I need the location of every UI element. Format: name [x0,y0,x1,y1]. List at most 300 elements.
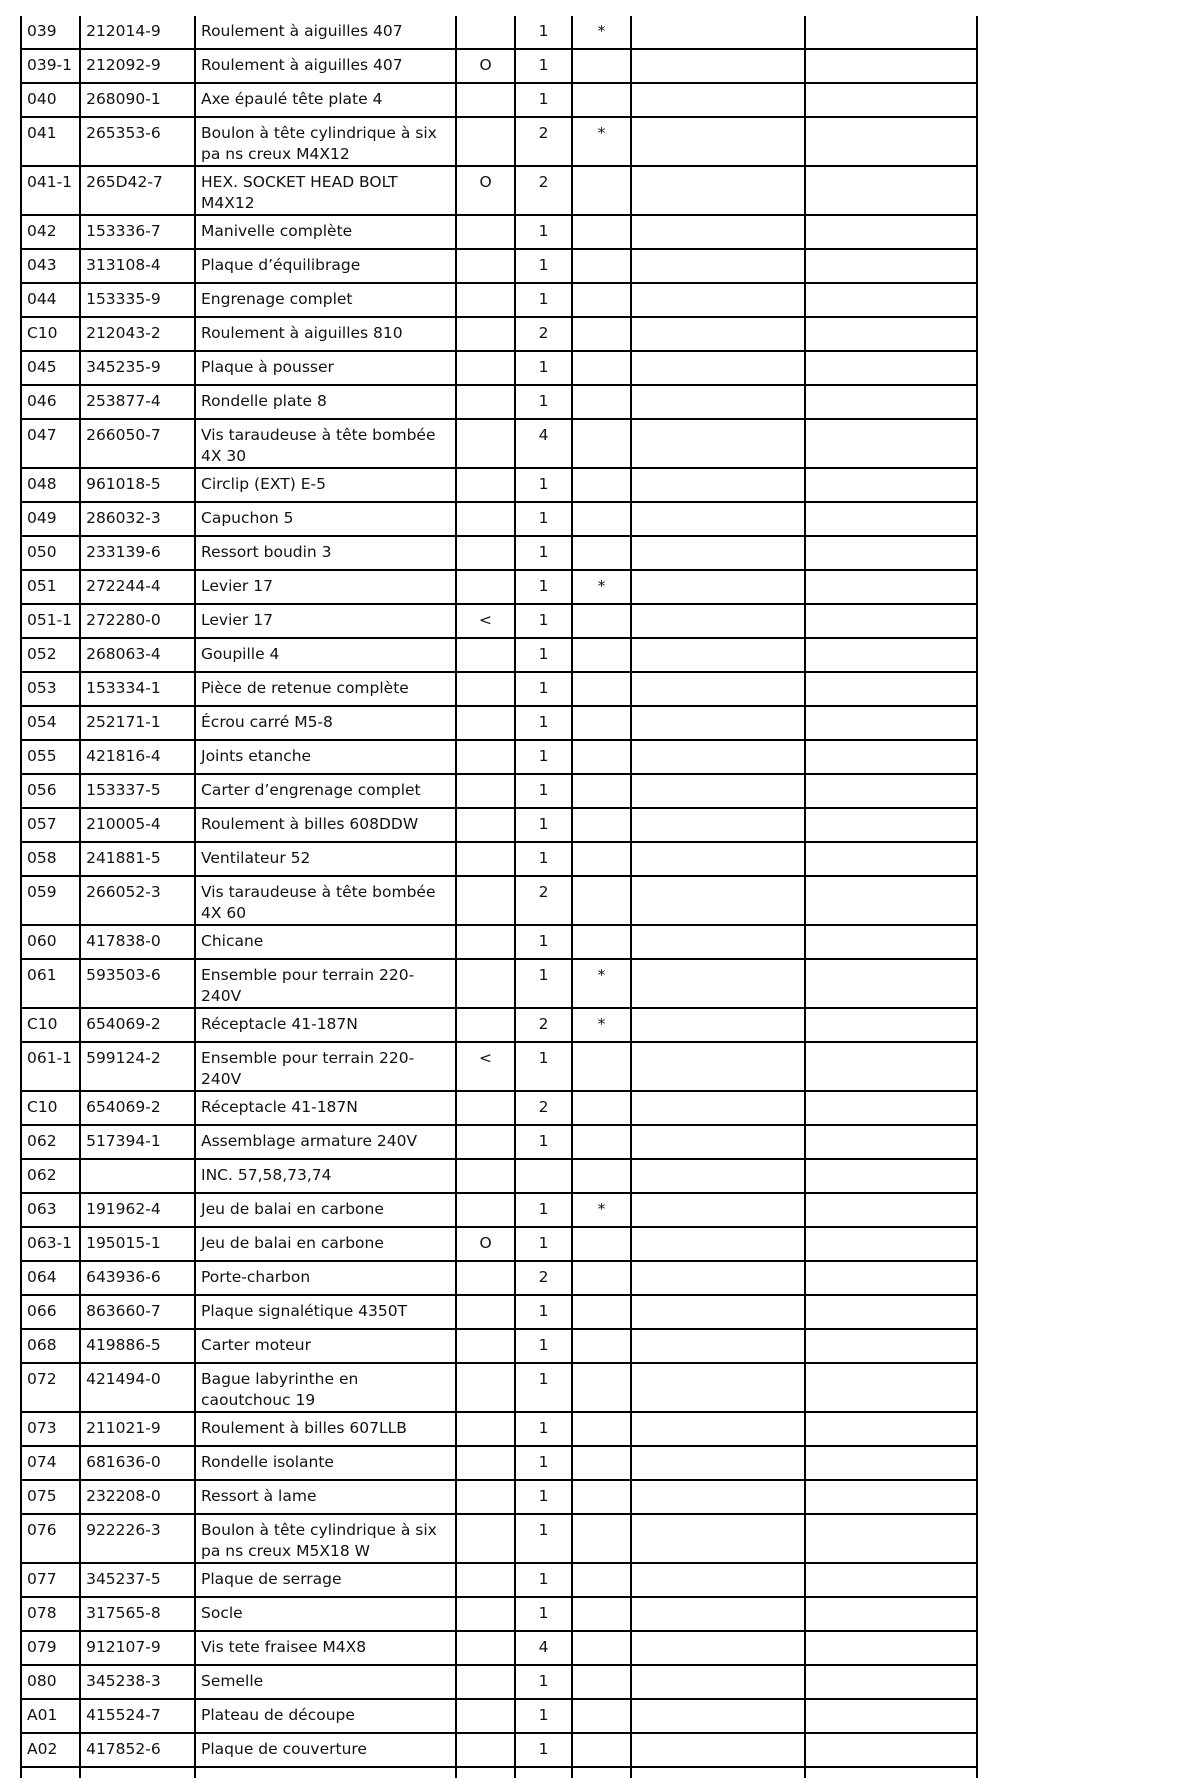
description-cell: Manivelle complète [195,215,456,249]
remarks-cell [805,1563,977,1597]
table-row [21,1363,977,1412]
description-cell: Boulon à tête cylindrique à six pa ns creux M4X12 [195,117,456,166]
remarks-cell [805,842,977,876]
quantity-cell: 1 [515,1329,572,1363]
table-row [21,419,977,468]
quantity-cell: 1 [515,1733,572,1767]
notes-cell [631,1631,805,1665]
remarks-cell [805,1733,977,1767]
notes-cell [631,808,805,842]
asterisk-marker-cell: * [572,959,631,1008]
part-number-cell: 052 [21,638,80,672]
part-number-cell: 075 [21,1480,80,1514]
description-cell: Ensemble pour terrain 220-240V [195,959,456,1008]
option-marker-cell [456,502,515,536]
quantity-cell: 1 [515,570,572,604]
remarks-cell [805,1193,977,1227]
notes-cell [631,570,805,604]
reference-code-cell: 265D42-7 [80,166,195,215]
quantity-cell: 1 [515,808,572,842]
remarks-cell [805,570,977,604]
option-marker-cell [456,1699,515,1733]
asterisk-marker-cell [572,1227,631,1261]
option-marker-cell [456,774,515,808]
asterisk-marker-cell [572,83,631,117]
quantity-cell: 4 [515,1631,572,1665]
notes-cell [631,1514,805,1563]
quantity-cell: 1 [515,706,572,740]
reference-code-cell: 212043-2 [80,317,195,351]
part-number-cell: C10 [21,1008,80,1042]
remarks-cell [805,283,977,317]
notes-cell [631,16,805,49]
reference-code-cell: 681636-0 [80,1446,195,1480]
option-marker-cell [456,1514,515,1563]
remarks-cell [805,166,977,215]
part-number-cell: 076 [21,1514,80,1563]
table-row [21,468,977,502]
reference-code-cell: 253877-4 [80,385,195,419]
remarks-cell [805,536,977,570]
notes-cell [631,876,805,925]
remarks-cell [805,1514,977,1563]
reference-code-cell: 643936-6 [80,1261,195,1295]
asterisk-marker-cell [572,1261,631,1295]
part-number-cell: 040 [21,83,80,117]
table-row [21,1227,977,1261]
asterisk-marker-cell [572,215,631,249]
table-row [21,672,977,706]
table-row [21,570,977,604]
table-row [21,876,977,925]
asterisk-marker-cell [572,808,631,842]
description-cell: Ressort boudin 3 [195,536,456,570]
asterisk-marker-cell [572,1363,631,1412]
remarks-cell [805,706,977,740]
description-cell: Écrou carré M5-8 [195,706,456,740]
remarks-cell [805,638,977,672]
remarks-cell [805,876,977,925]
quantity-cell: 1 [515,283,572,317]
quantity-cell: 1 [515,842,572,876]
asterisk-marker-cell [572,706,631,740]
remarks-cell [805,117,977,166]
description-cell: Ensemble pour terrain 220-240V [195,1042,456,1091]
remarks-cell [805,502,977,536]
remarks-cell [805,808,977,842]
asterisk-marker-cell: * [572,117,631,166]
option-marker-cell [456,925,515,959]
part-number-cell: 062 [21,1125,80,1159]
quantity-cell: 1 [515,604,572,638]
asterisk-marker-cell [572,638,631,672]
notes-cell [631,351,805,385]
asterisk-marker-cell [572,1412,631,1446]
asterisk-marker-cell [572,49,631,83]
notes-cell [631,1042,805,1091]
option-marker-cell [456,419,515,468]
table-row [21,1514,977,1563]
asterisk-marker-cell [572,1480,631,1514]
table-row [21,351,977,385]
option-marker-cell [456,842,515,876]
reference-code-cell: 417852-6 [80,1733,195,1767]
empty-cell [21,1767,80,1778]
option-marker-cell [456,672,515,706]
option-marker-cell: O [456,1227,515,1261]
part-number-cell: 072 [21,1363,80,1412]
description-cell: Roulement à billes 607LLB [195,1412,456,1446]
option-marker-cell [456,1733,515,1767]
table-row [21,385,977,419]
part-number-cell: 062 [21,1159,80,1193]
quantity-cell: 1 [515,1480,572,1514]
quantity-cell: 1 [515,351,572,385]
reference-code-cell: 415524-7 [80,1699,195,1733]
part-number-cell: 080 [21,1665,80,1699]
asterisk-marker-cell [572,1665,631,1699]
description-cell: Jeu de balai en carbone [195,1227,456,1261]
quantity-cell: 1 [515,1363,572,1412]
reference-code-cell: 272244-4 [80,570,195,604]
asterisk-marker-cell [572,385,631,419]
notes-cell [631,1193,805,1227]
asterisk-marker-cell [572,604,631,638]
description-cell: Semelle [195,1665,456,1699]
remarks-cell [805,740,977,774]
part-number-cell: 061-1 [21,1042,80,1091]
remarks-cell [805,774,977,808]
part-number-cell: 079 [21,1631,80,1665]
notes-cell [631,1412,805,1446]
description-cell: Jeu de balai en carbone [195,1193,456,1227]
asterisk-marker-cell [572,1631,631,1665]
reference-code-cell: 153336-7 [80,215,195,249]
reference-code-cell: 345237-5 [80,1563,195,1597]
description-cell: Levier 17 [195,570,456,604]
reference-code-cell: 345238-3 [80,1665,195,1699]
quantity-cell: 2 [515,117,572,166]
description-cell: Carter moteur [195,1329,456,1363]
table-row [21,1159,977,1193]
notes-cell [631,1665,805,1699]
quantity-cell: 1 [515,16,572,49]
remarks-cell [805,1159,977,1193]
notes-cell [631,1480,805,1514]
asterisk-marker-cell [572,166,631,215]
empty-cell [805,1767,977,1778]
asterisk-marker-cell [572,1563,631,1597]
quantity-cell: 1 [515,1042,572,1091]
asterisk-marker-cell [572,249,631,283]
reference-code-cell: 419886-5 [80,1329,195,1363]
part-number-cell: 047 [21,419,80,468]
option-marker-cell [456,536,515,570]
table-row [21,1412,977,1446]
part-number-cell: 039 [21,16,80,49]
part-number-cell: 057 [21,808,80,842]
reference-code-cell: 212014-9 [80,16,195,49]
option-marker-cell [456,1193,515,1227]
notes-cell [631,1261,805,1295]
notes-cell [631,117,805,166]
table-row [21,16,977,49]
description-cell: Plaque de serrage [195,1563,456,1597]
option-marker-cell: < [456,604,515,638]
table-row [21,1261,977,1295]
description-cell: Réceptacle 41-187N [195,1008,456,1042]
part-number-cell: 043 [21,249,80,283]
reference-code-cell: 593503-6 [80,959,195,1008]
asterisk-marker-cell [572,842,631,876]
reference-code-cell: 233139-6 [80,536,195,570]
table-row [21,117,977,166]
table-row [21,283,977,317]
part-number-cell: 063-1 [21,1227,80,1261]
part-number-cell: 041-1 [21,166,80,215]
asterisk-marker-cell [572,1125,631,1159]
table-row [21,1733,977,1767]
notes-cell [631,419,805,468]
remarks-cell [805,1261,977,1295]
asterisk-marker-cell [572,925,631,959]
part-number-cell: 053 [21,672,80,706]
remarks-cell [805,1329,977,1363]
description-cell: Vis taraudeuse à tête bombée 4X 30 [195,419,456,468]
description-cell: Engrenage complet [195,283,456,317]
quantity-cell: 4 [515,419,572,468]
option-marker-cell [456,215,515,249]
quantity-cell: 1 [515,959,572,1008]
parts-list-body [21,16,977,1778]
part-number-cell: 041 [21,117,80,166]
notes-cell [631,1733,805,1767]
asterisk-marker-cell [572,1042,631,1091]
part-number-cell: C10 [21,317,80,351]
option-marker-cell [456,16,515,49]
remarks-cell [805,1631,977,1665]
option-marker-cell [456,1446,515,1480]
table-row [21,215,977,249]
description-cell: INC. 57,58,73,74 [195,1159,456,1193]
quantity-cell: 2 [515,317,572,351]
part-number-cell: 073 [21,1412,80,1446]
table-row [21,536,977,570]
description-cell: Plaque d’équilibrage [195,249,456,283]
quantity-cell: 1 [515,1446,572,1480]
part-number-cell: 074 [21,1446,80,1480]
notes-cell [631,1008,805,1042]
notes-cell [631,49,805,83]
table-row [21,83,977,117]
part-number-cell: 078 [21,1597,80,1631]
reference-code-cell: 961018-5 [80,468,195,502]
part-number-cell: 051-1 [21,604,80,638]
asterisk-marker-cell [572,351,631,385]
notes-cell [631,925,805,959]
quantity-cell: 1 [515,249,572,283]
quantity-cell: 1 [515,49,572,83]
quantity-cell: 1 [515,1412,572,1446]
table-row [21,166,977,215]
quantity-cell: 1 [515,672,572,706]
asterisk-marker-cell: * [572,570,631,604]
quantity-cell: 1 [515,740,572,774]
part-number-cell: 061 [21,959,80,1008]
notes-cell [631,1363,805,1412]
part-number-cell: 058 [21,842,80,876]
table-row [21,49,977,83]
quantity-cell: 1 [515,215,572,249]
reference-code-cell: 212092-9 [80,49,195,83]
description-cell: Circlip (EXT) E-5 [195,468,456,502]
option-marker-cell [456,808,515,842]
description-cell: Ressort à lame [195,1480,456,1514]
table-row [21,638,977,672]
table-row [21,808,977,842]
reference-code-cell [80,1159,195,1193]
description-cell: Plaque signalétique 4350T [195,1295,456,1329]
option-marker-cell [456,570,515,604]
option-marker-cell [456,1480,515,1514]
notes-cell [631,774,805,808]
remarks-cell [805,672,977,706]
notes-cell [631,536,805,570]
notes-cell [631,1125,805,1159]
part-number-cell: 045 [21,351,80,385]
notes-cell [631,638,805,672]
option-marker-cell [456,706,515,740]
remarks-cell [805,1295,977,1329]
quantity-cell: 1 [515,1227,572,1261]
table-row [21,1597,977,1631]
option-marker-cell [456,317,515,351]
table-row [21,249,977,283]
table-row-continuation [21,1767,977,1778]
option-marker-cell [456,1159,515,1193]
option-marker-cell [456,1261,515,1295]
option-marker-cell [456,1091,515,1125]
part-number-cell: 066 [21,1295,80,1329]
part-number-cell: 060 [21,925,80,959]
quantity-cell: 1 [515,1597,572,1631]
remarks-cell [805,1042,977,1091]
description-cell: Plateau de découpe [195,1699,456,1733]
remarks-cell [805,215,977,249]
quantity-cell: 1 [515,502,572,536]
remarks-cell [805,1597,977,1631]
description-cell: Vis taraudeuse à tête bombée 4X 60 [195,876,456,925]
part-number-cell: A02 [21,1733,80,1767]
empty-cell [456,1767,515,1778]
quantity-cell: 2 [515,1091,572,1125]
remarks-cell [805,925,977,959]
part-number-cell: 042 [21,215,80,249]
part-number-cell: 050 [21,536,80,570]
description-cell: Axe épaulé tête plate 4 [195,83,456,117]
table-row [21,740,977,774]
table-row [21,317,977,351]
notes-cell [631,1597,805,1631]
asterisk-marker-cell [572,283,631,317]
part-number-cell: C10 [21,1091,80,1125]
description-cell: Porte-charbon [195,1261,456,1295]
description-cell: Roulement à billes 608DDW [195,808,456,842]
asterisk-marker-cell [572,1295,631,1329]
quantity-cell: 1 [515,925,572,959]
asterisk-marker-cell [572,672,631,706]
notes-cell [631,1699,805,1733]
table-row [21,706,977,740]
quantity-cell: 2 [515,166,572,215]
description-cell: Plaque de couverture [195,1733,456,1767]
parts-list-table [20,16,978,1778]
option-marker-cell [456,1363,515,1412]
reference-code-cell: 191962-4 [80,1193,195,1227]
table-row [21,1042,977,1091]
reference-code-cell: 863660-7 [80,1295,195,1329]
notes-cell [631,502,805,536]
asterisk-marker-cell: * [572,1193,631,1227]
option-marker-cell [456,876,515,925]
description-cell: Boulon à tête cylindrique à six pa ns creux M5X18 W [195,1514,456,1563]
option-marker-cell [456,1412,515,1446]
description-cell: Roulement à aiguilles 407 [195,49,456,83]
reference-code-cell: 195015-1 [80,1227,195,1261]
quantity-cell: 2 [515,1008,572,1042]
description-cell: Assemblage armature 240V [195,1125,456,1159]
notes-cell [631,959,805,1008]
table-row [21,1665,977,1699]
part-number-cell: 054 [21,706,80,740]
option-marker-cell [456,468,515,502]
remarks-cell [805,16,977,49]
empty-cell [80,1767,195,1778]
notes-cell [631,468,805,502]
asterisk-marker-cell [572,774,631,808]
remarks-cell [805,83,977,117]
description-cell: Plaque à pousser [195,351,456,385]
description-cell: Rondelle isolante [195,1446,456,1480]
notes-cell [631,385,805,419]
option-marker-cell [456,1008,515,1042]
quantity-cell: 2 [515,876,572,925]
asterisk-marker-cell [572,1446,631,1480]
reference-code-cell: 210005-4 [80,808,195,842]
remarks-cell [805,1446,977,1480]
notes-cell [631,317,805,351]
description-cell: Réceptacle 41-187N [195,1091,456,1125]
quantity-cell: 1 [515,468,572,502]
option-marker-cell: < [456,1042,515,1091]
option-marker-cell [456,249,515,283]
description-cell: Capuchon 5 [195,502,456,536]
remarks-cell [805,49,977,83]
part-number-cell: 044 [21,283,80,317]
part-number-cell: 055 [21,740,80,774]
description-cell: Goupille 4 [195,638,456,672]
reference-code-cell: 421816-4 [80,740,195,774]
notes-cell [631,83,805,117]
reference-code-cell: 317565-8 [80,1597,195,1631]
asterisk-marker-cell [572,1514,631,1563]
quantity-cell: 1 [515,1563,572,1597]
option-marker-cell [456,959,515,1008]
table-row [21,1480,977,1514]
option-marker-cell [456,1295,515,1329]
option-marker-cell [456,1563,515,1597]
reference-code-cell: 517394-1 [80,1125,195,1159]
